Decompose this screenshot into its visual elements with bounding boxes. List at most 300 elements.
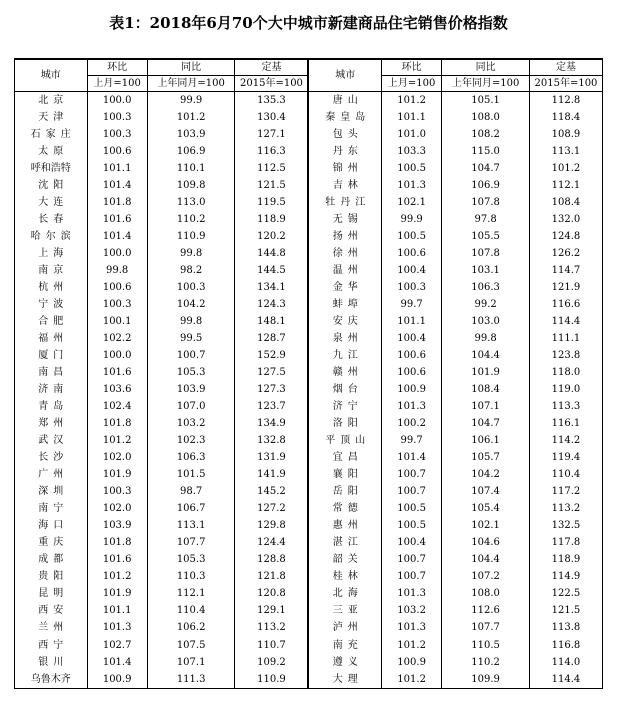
right-base-cell: 116.6 <box>529 296 602 313</box>
right-base-cell: 119.0 <box>529 381 602 398</box>
left-base-cell: 144.5 <box>235 262 309 279</box>
right-city-cell: 烟台 <box>308 381 381 398</box>
right-city-cell: 温州 <box>308 262 381 279</box>
header-base-sub-left: 2015年=100 <box>235 76 309 92</box>
left-mom-cell: 101.4 <box>87 654 147 671</box>
header-mom-sub-right: 上月=100 <box>381 76 441 92</box>
left-city-cell: 南宁 <box>15 500 88 517</box>
left-yoy-cell: 99.8 <box>147 313 235 330</box>
header-yoy-sub-right: 上年同月=100 <box>442 76 530 92</box>
right-mom-cell: 99.9 <box>381 211 441 228</box>
right-yoy-cell: 107.1 <box>442 398 530 415</box>
right-yoy-cell: 104.4 <box>442 551 530 568</box>
right-mom-cell: 100.9 <box>381 381 441 398</box>
right-city-cell: 泉州 <box>308 330 381 347</box>
left-base-cell: 144.8 <box>235 245 309 262</box>
left-base-cell: 127.5 <box>235 364 309 381</box>
right-mom-cell: 100.5 <box>381 160 441 177</box>
right-base-cell: 116.8 <box>529 637 602 654</box>
left-mom-cell: 101.6 <box>87 551 147 568</box>
left-city-cell: 重庆 <box>15 534 88 551</box>
left-mom-cell: 103.6 <box>87 381 147 398</box>
right-mom-cell: 100.7 <box>381 483 441 500</box>
left-city-cell: 海口 <box>15 517 88 534</box>
left-city-cell: 成都 <box>15 551 88 568</box>
table-row <box>15 568 603 585</box>
right-mom-cell: 100.6 <box>381 347 441 364</box>
left-city-cell: 沈阳 <box>15 177 88 194</box>
table-row <box>15 109 603 126</box>
right-base-cell: 117.2 <box>529 483 602 500</box>
left-yoy-cell: 101.2 <box>147 109 235 126</box>
right-yoy-cell: 109.9 <box>442 671 530 689</box>
left-yoy-cell: 113.0 <box>147 194 235 211</box>
right-mom-cell: 100.5 <box>381 500 441 517</box>
left-base-cell: 130.4 <box>235 109 309 126</box>
left-yoy-cell: 106.9 <box>147 143 235 160</box>
header-mom-right: 环比 <box>381 59 441 76</box>
left-city-cell: 乌鲁木齐 <box>15 671 88 689</box>
left-base-cell: 121.8 <box>235 568 309 585</box>
left-city-cell: 哈尔滨 <box>15 228 88 245</box>
left-mom-cell: 102.0 <box>87 449 147 466</box>
left-base-cell: 119.5 <box>235 194 309 211</box>
table-row <box>15 262 603 279</box>
left-yoy-cell: 106.7 <box>147 500 235 517</box>
right-base-cell: 113.8 <box>529 619 602 636</box>
price-index-table <box>14 58 603 689</box>
right-city-cell: 南充 <box>308 637 381 654</box>
right-yoy-cell: 101.9 <box>442 364 530 381</box>
right-mom-cell: 100.5 <box>381 517 441 534</box>
right-mom-cell: 101.1 <box>381 109 441 126</box>
right-yoy-cell: 104.2 <box>442 466 530 483</box>
right-base-cell: 114.9 <box>529 568 602 585</box>
left-mom-cell: 101.8 <box>87 194 147 211</box>
left-city-cell: 长沙 <box>15 449 88 466</box>
right-city-cell: 徐州 <box>308 245 381 262</box>
left-yoy-cell: 110.3 <box>147 568 235 585</box>
left-city-cell: 福州 <box>15 330 88 347</box>
left-city-cell: 青岛 <box>15 398 88 415</box>
right-mom-cell: 100.7 <box>381 551 441 568</box>
left-city-cell: 大连 <box>15 194 88 211</box>
right-city-cell: 九江 <box>308 347 381 364</box>
right-base-cell: 124.8 <box>529 228 602 245</box>
left-base-cell: 118.9 <box>235 211 309 228</box>
left-base-cell: 132.8 <box>235 432 309 449</box>
left-mom-cell: 100.3 <box>87 126 147 143</box>
header-base-left: 定基 <box>235 59 309 76</box>
right-city-cell: 丹东 <box>308 143 381 160</box>
table-row <box>15 602 603 619</box>
left-base-cell: 109.2 <box>235 654 309 671</box>
right-base-cell: 114.4 <box>529 313 602 330</box>
right-yoy-cell: 107.2 <box>442 568 530 585</box>
right-mom-cell: 101.2 <box>381 637 441 654</box>
left-mom-cell: 101.6 <box>87 211 147 228</box>
left-city-cell: 郑州 <box>15 415 88 432</box>
left-yoy-cell: 103.2 <box>147 415 235 432</box>
left-yoy-cell: 99.5 <box>147 330 235 347</box>
table-row <box>15 364 603 381</box>
right-yoy-cell: 108.4 <box>442 381 530 398</box>
right-base-cell: 112.1 <box>529 177 602 194</box>
right-city-cell: 三亚 <box>308 602 381 619</box>
right-city-cell: 泸州 <box>308 619 381 636</box>
left-city-cell: 厦门 <box>15 347 88 364</box>
table-header <box>15 59 603 92</box>
right-yoy-cell: 103.0 <box>442 313 530 330</box>
right-mom-cell: 100.2 <box>381 415 441 432</box>
header-yoy-sub-left: 上年同月=100 <box>147 76 235 92</box>
right-yoy-cell: 108.2 <box>442 126 530 143</box>
header-yoy-right: 同比 <box>442 59 530 76</box>
right-yoy-cell: 97.8 <box>442 211 530 228</box>
left-yoy-cell: 110.1 <box>147 160 235 177</box>
left-base-cell: 113.2 <box>235 619 309 636</box>
right-mom-cell: 101.3 <box>381 619 441 636</box>
header-city-right: 城市 <box>308 59 381 92</box>
left-base-cell: 141.9 <box>235 466 309 483</box>
table-row <box>15 92 603 110</box>
left-base-cell: 128.7 <box>235 330 309 347</box>
right-base-cell: 114.4 <box>529 671 602 689</box>
left-yoy-cell: 101.5 <box>147 466 235 483</box>
table-row <box>15 177 603 194</box>
table-row <box>15 466 603 483</box>
left-base-cell: 124.4 <box>235 534 309 551</box>
left-yoy-cell: 107.0 <box>147 398 235 415</box>
right-yoy-cell: 104.4 <box>442 347 530 364</box>
left-city-cell: 石家庄 <box>15 126 88 143</box>
right-mom-cell: 101.0 <box>381 126 441 143</box>
right-mom-cell: 103.2 <box>381 602 441 619</box>
right-yoy-cell: 104.6 <box>442 534 530 551</box>
right-base-cell: 110.4 <box>529 466 602 483</box>
right-base-cell: 123.8 <box>529 347 602 364</box>
table-row <box>15 551 603 568</box>
right-mom-cell: 99.7 <box>381 432 441 449</box>
table-row <box>15 500 603 517</box>
left-base-cell: 152.9 <box>235 347 309 364</box>
table-row <box>15 245 603 262</box>
right-yoy-cell: 104.7 <box>442 415 530 432</box>
table-row <box>15 194 603 211</box>
right-mom-cell: 101.3 <box>381 585 441 602</box>
right-yoy-cell: 105.7 <box>442 449 530 466</box>
right-yoy-cell: 106.9 <box>442 177 530 194</box>
left-yoy-cell: 106.2 <box>147 619 235 636</box>
right-city-cell: 宜昌 <box>308 449 381 466</box>
right-mom-cell: 99.7 <box>381 296 441 313</box>
left-yoy-cell: 102.3 <box>147 432 235 449</box>
right-yoy-cell: 107.8 <box>442 194 530 211</box>
left-city-cell: 北京 <box>15 92 88 110</box>
left-yoy-cell: 99.8 <box>147 245 235 262</box>
left-yoy-cell: 112.1 <box>147 585 235 602</box>
right-base-cell: 132.5 <box>529 517 602 534</box>
right-city-cell: 遵义 <box>308 654 381 671</box>
right-mom-cell: 103.3 <box>381 143 441 160</box>
right-city-cell: 襄阳 <box>308 466 381 483</box>
left-mom-cell: 101.4 <box>87 228 147 245</box>
right-city-cell: 大理 <box>308 671 381 689</box>
table-row <box>15 313 603 330</box>
right-city-cell: 平顶山 <box>308 432 381 449</box>
table-row <box>15 483 603 500</box>
right-city-cell: 惠州 <box>308 517 381 534</box>
right-mom-cell: 100.5 <box>381 228 441 245</box>
left-yoy-cell: 98.7 <box>147 483 235 500</box>
left-base-cell: 110.7 <box>235 637 309 654</box>
left-mom-cell: 101.1 <box>87 160 147 177</box>
table-row <box>15 637 603 654</box>
right-yoy-cell: 105.4 <box>442 500 530 517</box>
right-yoy-cell: 106.1 <box>442 432 530 449</box>
table-row <box>15 585 603 602</box>
left-yoy-cell: 104.2 <box>147 296 235 313</box>
right-mom-cell: 100.7 <box>381 466 441 483</box>
right-mom-cell: 100.4 <box>381 330 441 347</box>
left-mom-cell: 101.2 <box>87 432 147 449</box>
right-yoy-cell: 102.1 <box>442 517 530 534</box>
right-yoy-cell: 108.0 <box>442 585 530 602</box>
right-mom-cell: 100.6 <box>381 245 441 262</box>
right-base-cell: 112.8 <box>529 92 602 110</box>
left-city-cell: 天津 <box>15 109 88 126</box>
right-mom-cell: 101.4 <box>381 449 441 466</box>
right-base-cell: 111.1 <box>529 330 602 347</box>
right-city-cell: 包头 <box>308 126 381 143</box>
left-mom-cell: 102.4 <box>87 398 147 415</box>
left-yoy-cell: 100.3 <box>147 279 235 296</box>
table-body <box>15 92 603 689</box>
left-mom-cell: 103.9 <box>87 517 147 534</box>
left-base-cell: 121.5 <box>235 177 309 194</box>
right-base-cell: 126.2 <box>529 245 602 262</box>
right-yoy-cell: 112.6 <box>442 602 530 619</box>
table-row <box>15 449 603 466</box>
left-mom-cell: 101.3 <box>87 619 147 636</box>
table-row <box>15 654 603 671</box>
left-mom-cell: 101.4 <box>87 177 147 194</box>
right-city-cell: 蚌埠 <box>308 296 381 313</box>
left-base-cell: 112.5 <box>235 160 309 177</box>
right-base-cell: 108.9 <box>529 126 602 143</box>
left-base-cell: 129.1 <box>235 602 309 619</box>
left-base-cell: 145.2 <box>235 483 309 500</box>
left-city-cell: 西安 <box>15 602 88 619</box>
table-row <box>15 534 603 551</box>
right-yoy-cell: 99.2 <box>442 296 530 313</box>
right-base-cell: 114.2 <box>529 432 602 449</box>
right-mom-cell: 100.3 <box>381 279 441 296</box>
left-city-cell: 长春 <box>15 211 88 228</box>
right-base-cell: 114.0 <box>529 654 602 671</box>
left-city-cell: 广州 <box>15 466 88 483</box>
right-city-cell: 无锡 <box>308 211 381 228</box>
right-yoy-cell: 107.4 <box>442 483 530 500</box>
left-mom-cell: 101.9 <box>87 466 147 483</box>
right-base-cell: 114.7 <box>529 262 602 279</box>
left-mom-cell: 102.7 <box>87 637 147 654</box>
left-yoy-cell: 110.2 <box>147 211 235 228</box>
left-yoy-cell: 107.1 <box>147 654 235 671</box>
right-city-cell: 湛江 <box>308 534 381 551</box>
table-row <box>15 279 603 296</box>
table-row <box>15 381 603 398</box>
left-mom-cell: 101.1 <box>87 602 147 619</box>
table-row <box>15 415 603 432</box>
left-yoy-cell: 103.9 <box>147 381 235 398</box>
left-city-cell: 呼和浩特 <box>15 160 88 177</box>
left-yoy-cell: 109.8 <box>147 177 235 194</box>
left-base-cell: 124.3 <box>235 296 309 313</box>
left-mom-cell: 99.8 <box>87 262 147 279</box>
left-yoy-cell: 105.3 <box>147 364 235 381</box>
left-base-cell: 110.9 <box>235 671 309 689</box>
table-row <box>15 432 603 449</box>
left-mom-cell: 100.6 <box>87 279 147 296</box>
right-mom-cell: 100.6 <box>381 364 441 381</box>
header-mom-sub-left: 上月=100 <box>87 76 147 92</box>
right-base-cell: 121.5 <box>529 602 602 619</box>
right-mom-cell: 101.3 <box>381 177 441 194</box>
right-base-cell: 132.0 <box>529 211 602 228</box>
left-mom-cell: 100.3 <box>87 109 147 126</box>
left-city-cell: 南京 <box>15 262 88 279</box>
right-city-cell: 韶关 <box>308 551 381 568</box>
table-row <box>15 517 603 534</box>
right-base-cell: 113.3 <box>529 398 602 415</box>
left-mom-cell: 100.6 <box>87 143 147 160</box>
left-mom-cell: 101.9 <box>87 585 147 602</box>
right-base-cell: 118.4 <box>529 109 602 126</box>
right-mom-cell: 101.2 <box>381 92 441 110</box>
left-yoy-cell: 106.3 <box>147 449 235 466</box>
right-mom-cell: 100.7 <box>381 568 441 585</box>
table-row <box>15 296 603 313</box>
right-city-cell: 扬州 <box>308 228 381 245</box>
left-yoy-cell: 100.7 <box>147 347 235 364</box>
right-city-cell: 洛阳 <box>308 415 381 432</box>
left-base-cell: 131.9 <box>235 449 309 466</box>
right-base-cell: 108.4 <box>529 194 602 211</box>
table-title: 表1：2018年6月70个大中城市新建商品住宅销售价格指数 <box>109 14 508 32</box>
right-yoy-cell: 115.0 <box>442 143 530 160</box>
header-base-sub-right: 2015年=100 <box>529 76 602 92</box>
right-city-cell: 秦皇岛 <box>308 109 381 126</box>
table-row <box>15 211 603 228</box>
left-base-cell: 148.1 <box>235 313 309 330</box>
left-city-cell: 贵阳 <box>15 568 88 585</box>
header-mom-left: 环比 <box>87 59 147 76</box>
right-mom-cell: 100.9 <box>381 654 441 671</box>
left-base-cell: 129.8 <box>235 517 309 534</box>
left-mom-cell: 101.8 <box>87 415 147 432</box>
right-mom-cell: 101.3 <box>381 398 441 415</box>
right-base-cell: 116.1 <box>529 415 602 432</box>
left-base-cell: 135.3 <box>235 92 309 110</box>
table-row <box>15 143 603 160</box>
right-mom-cell: 100.4 <box>381 534 441 551</box>
table-row <box>15 671 603 689</box>
right-yoy-cell: 103.1 <box>442 262 530 279</box>
right-yoy-cell: 107.7 <box>442 619 530 636</box>
left-city-cell: 上海 <box>15 245 88 262</box>
left-city-cell: 南昌 <box>15 364 88 381</box>
right-city-cell: 安庆 <box>308 313 381 330</box>
left-city-cell: 昆明 <box>15 585 88 602</box>
right-city-cell: 金华 <box>308 279 381 296</box>
right-city-cell: 赣州 <box>308 364 381 381</box>
right-city-cell: 牡丹江 <box>308 194 381 211</box>
left-yoy-cell: 105.3 <box>147 551 235 568</box>
right-yoy-cell: 108.0 <box>442 109 530 126</box>
right-yoy-cell: 105.1 <box>442 92 530 110</box>
right-mom-cell: 101.2 <box>381 671 441 689</box>
right-city-cell: 济宁 <box>308 398 381 415</box>
right-base-cell: 101.2 <box>529 160 602 177</box>
left-base-cell: 127.3 <box>235 381 309 398</box>
left-yoy-cell: 107.5 <box>147 637 235 654</box>
right-base-cell: 118.0 <box>529 364 602 381</box>
header-base-right: 定基 <box>529 59 602 76</box>
left-mom-cell: 100.0 <box>87 347 147 364</box>
left-yoy-cell: 113.1 <box>147 517 235 534</box>
right-city-cell: 吉林 <box>308 177 381 194</box>
right-base-cell: 113.1 <box>529 143 602 160</box>
left-city-cell: 兰州 <box>15 619 88 636</box>
left-city-cell: 济南 <box>15 381 88 398</box>
left-city-cell: 宁波 <box>15 296 88 313</box>
left-mom-cell: 100.9 <box>87 671 147 689</box>
right-base-cell: 118.9 <box>529 551 602 568</box>
left-yoy-cell: 98.2 <box>147 262 235 279</box>
left-mom-cell: 100.3 <box>87 483 147 500</box>
header-yoy-left: 同比 <box>147 59 235 76</box>
right-city-cell: 岳阳 <box>308 483 381 500</box>
left-mom-cell: 101.6 <box>87 364 147 381</box>
right-city-cell: 桂林 <box>308 568 381 585</box>
right-mom-cell: 100.4 <box>381 262 441 279</box>
left-base-cell: 127.2 <box>235 500 309 517</box>
left-mom-cell: 100.1 <box>87 313 147 330</box>
right-base-cell: 119.4 <box>529 449 602 466</box>
left-mom-cell: 101.2 <box>87 568 147 585</box>
left-yoy-cell: 110.4 <box>147 602 235 619</box>
right-yoy-cell: 106.3 <box>442 279 530 296</box>
right-city-cell: 常德 <box>308 500 381 517</box>
table-row <box>15 398 603 415</box>
left-mom-cell: 101.8 <box>87 534 147 551</box>
left-mom-cell: 100.0 <box>87 245 147 262</box>
left-yoy-cell: 99.9 <box>147 92 235 110</box>
right-base-cell: 113.2 <box>529 500 602 517</box>
left-city-cell: 太原 <box>15 143 88 160</box>
left-yoy-cell: 103.9 <box>147 126 235 143</box>
left-city-cell: 武汉 <box>15 432 88 449</box>
table-row <box>15 160 603 177</box>
left-city-cell: 合肥 <box>15 313 88 330</box>
left-city-cell: 杭州 <box>15 279 88 296</box>
left-city-cell: 银川 <box>15 654 88 671</box>
right-yoy-cell: 105.5 <box>442 228 530 245</box>
left-mom-cell: 100.3 <box>87 296 147 313</box>
table-row <box>15 126 603 143</box>
left-city-cell: 深圳 <box>15 483 88 500</box>
